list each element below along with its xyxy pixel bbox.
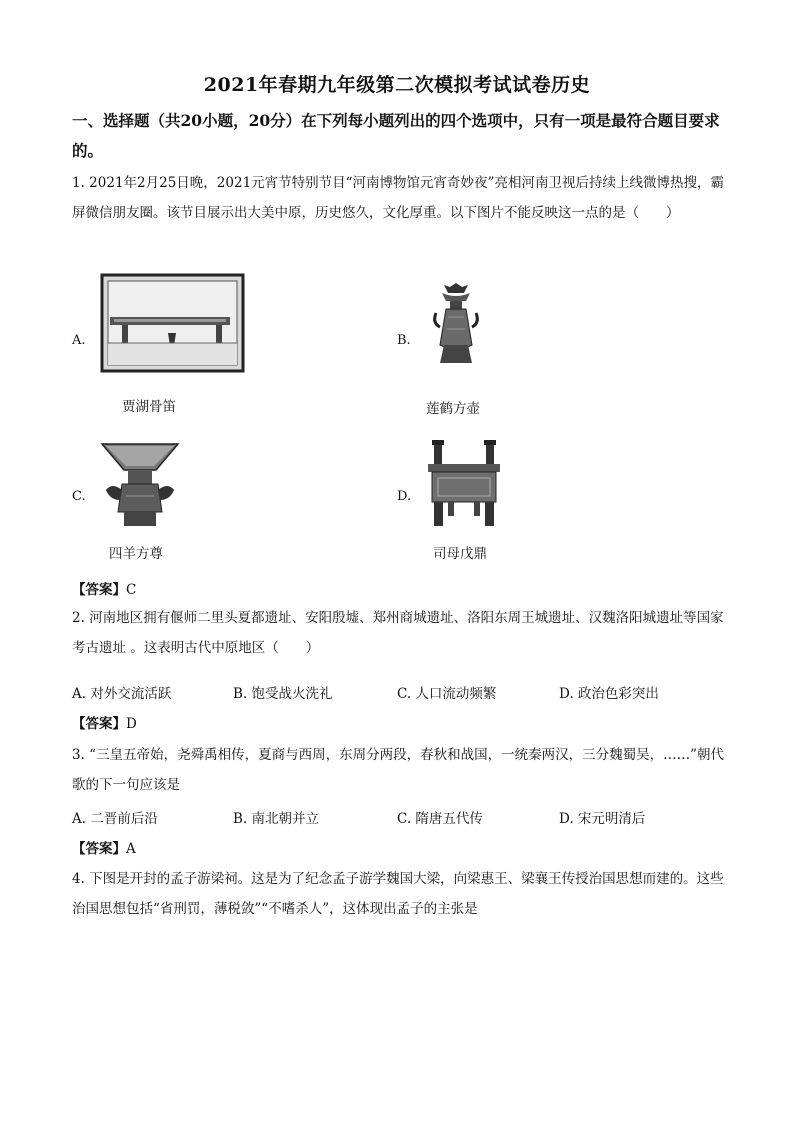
question-4-stem: 4. 下图是开封的孟子游梁祠。这是为了纪念孟子游学魏国大梁，向梁惠王、梁襄王传授治国思想而建的。这些治国思想包括“省刑罚，薄税敛”“不嗜杀人”，这体现出孟子的主张是 — [72, 871, 724, 917]
q1-option-b-label: B. — [397, 333, 411, 348]
answer-value: C — [126, 582, 137, 598]
exam-title: 2021年春期九年级第二次模拟考试试卷历史 — [203, 74, 591, 96]
answer-value: A — [126, 841, 136, 857]
q2-option-d: D. 政治色彩突出 — [559, 686, 659, 702]
q1-option-a-label: A. — [72, 333, 86, 348]
question-3-answer — [72, 837, 136, 857]
answer-value: D — [126, 716, 137, 732]
q1-option-d-caption: 司母戊鼎 — [433, 546, 487, 562]
q2-option-a: A. 对外交流活跃 — [72, 686, 172, 702]
q2-option-c: C. 人口流动频繁 — [397, 686, 497, 702]
answer-tag: 【答案】 — [72, 582, 126, 598]
q1-option-c-caption: 四羊方尊 — [109, 546, 163, 562]
q1-option-d-label: D. — [397, 489, 412, 504]
question-2-stem: 2. 河南地区拥有偃师二里头夏都遗址、安阳殷墟、郑州商城遗址、洛阳东周王城遗址、汉魏洛阳城遗址等国家考古遗址 。这表明古代中原地区（ ） — [72, 610, 724, 656]
lotus-crane-square-pot-photo-icon — [428, 283, 484, 369]
q3-option-a: A. 二晋前后沿 — [72, 811, 158, 827]
question-3-stem: 3. “三皇五帝始，尧舜禹相传，夏商与西周，东周分两段，春秋和战国，一统秦两汉，三分魏蜀吴，……”朝代歌的下一句应该是 — [72, 747, 724, 793]
answer-tag: 【答案】 — [72, 841, 126, 857]
q3-option-c: C. 隋唐五代传 — [397, 811, 483, 827]
q3-option-b: B. 南北朝并立 — [233, 811, 320, 827]
q3-option-d: D. 宋元明清后 — [559, 811, 646, 827]
q1-option-b-caption: 莲鹤方壶 — [426, 401, 480, 417]
section-heading: 一、选择题（共20小题，20分）在下列每小题列出的四个选项中，只有一项是最符合题目要求的。 — [72, 111, 720, 160]
q2-option-b: B. 饱受战火洗礼 — [233, 686, 333, 702]
simuwu-ding-photo-icon — [424, 438, 504, 530]
question-1-stem: 1. 2021年2月25日晚，2021元宵节特别节目“河南博物馆元宵奇妙夜”亮相河南卫视后持续上线微博热搜，霸屏微信朋友圈。该节目展示出大美中原，历史悠久，文化厚重。以下图片不能反映这一点的是（ ） — [72, 175, 724, 221]
answer-tag: 【答案】 — [72, 716, 126, 732]
four-ram-square-zun-photo-icon — [100, 440, 180, 530]
q1-option-a-caption: 贾湖骨笛 — [122, 399, 176, 415]
question-1-answer — [72, 578, 136, 598]
question-2-answer — [72, 712, 137, 732]
bone-flute-photo-icon — [100, 273, 245, 373]
q1-option-c-label: C. — [72, 489, 86, 504]
